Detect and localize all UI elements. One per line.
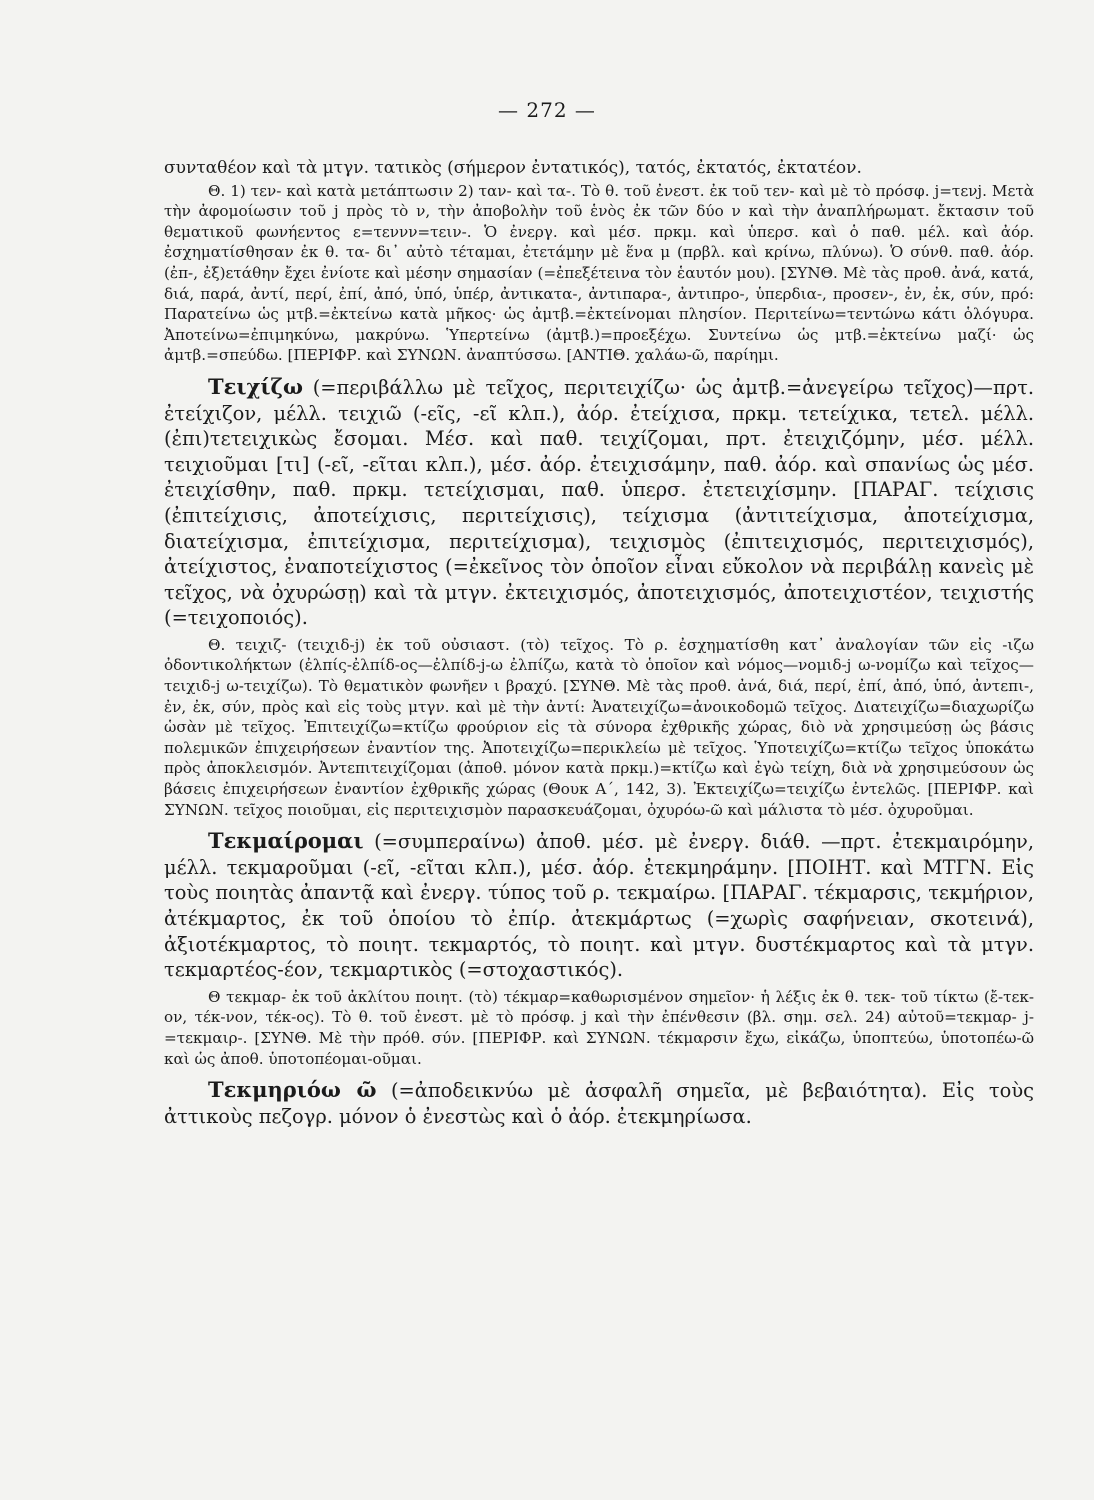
entry-tekmerioo-body: (=ἀποδεικνύω μὲ ἀσφαλῆ σημεῖα, μὲ βεβαιότητα). Εἰς τοὺς ἀττικοὺς πεζογρ. μόνον ὁ ἐνεστὼς καὶ ὁ ἀόρ. ἐτεκμηρίωσα.: [164, 1079, 1034, 1128]
entry-tekmairomai-theta: Θ τεκμαρ- ἐκ τοῦ ἀκλίτου ποιητ. (τὸ) τέκμαρ=καθωρισμένον σημεῖον· ἡ λέξις ἐκ θ. τεκ- τοῦ τίκτω (ἔ-τεκ-ον, τέκ-νον, τέκ-ος). Τὸ θ. τοῦ ἐνεστ. μὲ τὸ πρόσφ. j καὶ τὴν ἐπένθεσιν (βλ. σημ. σελ. 24) αὐτοῦ=τεκμαρ- j-=τεκμαιρ-. [ΣΥΝΘ. Μὲ τὴν πρόθ. σύν. [ΠΕΡΙΦΡ. καὶ ΣΥΝΩΝ. τέκμαρσιν ἔχω, εἰκάζω, ὑποπτεύω, ὑποτοπέω-ῶ καὶ ὡς ἀποθ. ὑποτοπέομαι-οῦμαι.: [164, 987, 1034, 1068]
entry-teichizo: [164, 374, 1034, 631]
entry-tekmerioo: [164, 1077, 1034, 1129]
entry-tekmairomai-body: (=συμπεραίνω) ἀποθ. μέσ. μὲ ἐνεργ. διάθ. —πρτ. ἐτεκμαιρόμην, μέλλ. τεκμαροῦμαι (-εῖ, -εῖται κλπ.), μέσ. ἀόρ. ἐτεκμηράμην. [ΠΟΙΗΤ. καὶ ΜΤΓΝ. Εἰς τοὺς ποιητὰς ἀπαντᾷ καὶ ἐνεργ. τύπος τοῦ ρ. τεκμαίρω. [ΠΑΡΑΓ. τέκμαρσις, τεκμήριον, ἀτέκμαρτος, ἐκ τοῦ ὁποίου τὸ ἐπίρ. ἀτεκμάρτως (=χωρὶς σαφήνειαν, σκοτεινά), ἀξιοτέκμαρτος, τὸ ποιητ. τεκμαρτός, τὸ ποιητ. καὶ μτγν. δυστέκμαρτος καὶ τὰ μτγν. τεκμαρτέος-έον, τεκμαρτικὸς (=στοχαστικός).: [164, 830, 1034, 982]
headword-teichizo: Τειχίζω: [208, 373, 303, 399]
headword-tekmairomai: Τεκμαίρομαι: [208, 828, 364, 854]
intro-theta-paragraph: Θ. 1) τεν- καὶ κατὰ μετάπτωσιν 2) ταν- καὶ τα-. Τὸ θ. τοῦ ἐνεστ. ἐκ τοῦ τεν- καὶ μὲ τὸ πρόσφ. j=τενj. Μετὰ τὴν ἀφομοίωσιν τοῦ j πρὸς τὸ ν, τὴν ἀποβολὴν τοῦ ἑνὸς ἐκ τῶν δύο ν καὶ τὴν ἀναπλήρωματ. ἔκτασιν τοῦ θεματικοῦ φωνήεντος ε=τεννν=τειν-. Ὁ ἐνεργ. καὶ μέσ. πρκμ. καὶ ὑπερσ. καὶ ὁ παθ. μέλ. καὶ ἀόρ. ἐσχηματίσθησαν ἐκ θ. τα- δι᾽ αὐτὸ τέταμαι, ἐτετάμην μὲ ἕνα μ (πρβλ. καὶ κρίνω, πλύνω). Ὁ σύνθ. παθ. ἀόρ. (ἐπ-, ἐξ)ετάθην ἔχει ἐνίοτε καὶ μέσην σημασίαν (=ἐπεξέτεινα τὸν ἑαυτόν μου). [ΣΥΝΘ. Μὲ τὰς προθ. ἀνά, κατά, διά, παρά, ἀντί, περί, ἐπί, ἀπό, ὑπό, ὑπέρ, ἀντικατα-, ἀντιπαρα-, ἀντιπρο-, ὑπερδια-, προσεν-, ἐν, ἐκ, σύν, πρό: Παρατείνω ὡς μτβ.=ἐκτείνω κατὰ μῆκος· ὡς ἀμτβ.=ἐκτείνομαι πλησίον. Περιτείνω=τεντώνω κάτι ὁλόγυρα. Ἀποτείνω=ἐπιμηκύνω, μακρύνω. Ὑπερτείνω (ἀμτβ.)=προεξέχω. Συντείνω ὡς μτβ.=ἐκτείνω μαζί· ὡς ἀμτβ.=σπεύδω. [ΠΕΡΙΦΡ. καὶ ΣΥΝΩΝ. ἀναπτύσσω. [ΑΝΤΙΘ. χαλάω-ῶ, παρίημι.: [164, 181, 1034, 365]
page-content: [164, 158, 1034, 1133]
entry-teichizo-body: (=περιβάλλω μὲ τεῖχος, περιτειχίζω· ὡς ἀμτβ.=ἀνεγείρω τεῖχος)—πρτ. ἐτείχιζον, μέλλ. τειχιῶ (-εῖς, -εῖ κλπ.), ἀόρ. ἐτείχισα, πρκμ. τετείχικα, τετελ. μέλλ. (ἐπι)τετειχικὼς ἔσομαι. Μέσ. καὶ παθ. τειχίζομαι, πρτ. ἐτειχιζόμην, μέσ. μέλλ. τειχιοῦμαι [τι] (-εῖ, -εῖται κλπ.), μέσ. ἀόρ. ἐτειχισάμην, παθ. ἀόρ. καὶ σπανίως ὡς μέσ. ἐτειχίσθην, παθ. πρκμ. τετείχισμαι, παθ. ὑπερσ. ἐτετειχίσμην. [ΠΑΡΑΓ. τείχισις (ἐπιτείχισις, ἀποτείχισις, περιτείχισις), τείχισμα (ἀντιτείχισμα, ἀποτείχισμα, διατείχισμα, ἐπιτείχισμα, περιτείχισμα), τειχισμὸς (ἐπιτειχισμός, περιτειχισμός), ἀτείχιστος, ἐναποτείχιστος (=ἐκεῖνος τὸν ὁποῖον εἶναι εὔκολον νὰ περιβάλῃ κανεὶς μὲ τεῖχος, νὰ ὀχυρώσῃ) καὶ τὰ μτγν. ἐκτειχισμός, ἀποτειχισμός, ἀποτειχιστέον, τειχιστής (=τειχοποιός).: [164, 375, 1034, 630]
intro-line: συνταθέον καὶ τὰ μτγν. τατικὸς (σήμερον ἐντατικός), τατός, ἐκτατός, ἐκτατέον.: [164, 158, 862, 178]
entry-tekmairomai: [164, 828, 1034, 983]
page-number: — 272 —: [498, 98, 596, 122]
entry-teichizo-theta: Θ. τειχιζ- (τειχιδ-j) ἐκ τοῦ οὐσιαστ. (τὸ) τεῖχος. Τὸ ρ. ἐσχηματίσθη κατ᾽ ἀναλογίαν τῶν εἰς -ιζω ὀδοντικολήκτων (ἐλπίς-ἐλπίδ-ος—ἐλπίδ-j-ω ἐλπίζω, κατὰ τὸ ὁποῖον καὶ νόμος—νομιδ-j ω-νομίζω καὶ τεῖχος—τειχιδ-j ω-τειχίζω). Τὸ θεματικὸν φωνῆεν ι βραχύ. [ΣΥΝΘ. Μὲ τὰς προθ. ἀνά, διά, περί, ἐπί, ἀπό, ὑπό, ἀντεπι-, ἐν, ἐκ, σύν, πρὸς καὶ εἰς τοὺς μτγν. καὶ μὲ τὴν ἀντί: Ἀνατειχίζω=ἀνοικοδομῶ τεῖχος. Διατειχίζω=διαχωρίζω ὡσὰν μὲ τεῖχος. Ἐπιτειχίζω=κτίζω φρούριον εἰς τὰ σύνορα ἐχθρικῆς χώρας, διὸ νὰ χρησιμεύσῃ ὡς βάσις πολεμικῶν ἐπιχειρήσεων ἐναντίον της. Ἀποτειχίζω=περικλείω μὲ τεῖχος. Ὑποτειχίζω=κτίζω τεῖχος ὑποκάτω πρὸς ἀποκλεισμόν. Ἀντεπιτειχίζομαι (ἀποθ. μόνον κατὰ πρκμ.)=κτίζω καὶ ἐγὼ τείχη, διὰ νὰ χρησιμεύσουν ὡς βάσεις ἐπιχειρήσεων ἐναντίον ἐχθρικῆς χώρας (Θουκ Α΄, 142, 3). Ἐκτειχίζω=τειχίζω ἐντελῶς. [ΠΕΡΙΦΡ. καὶ ΣΥΝΩΝ. τεῖχος ποιοῦμαι, εἰς περιτειχισμὸν παρασκευάζομαι, ὀχυρόω-ῶ καὶ μάλιστα τὸ μέσ. ὀχυροῦμαι.: [164, 635, 1034, 819]
headword-tekmerioo: Τεκμηριόω ῶ: [208, 1077, 377, 1103]
